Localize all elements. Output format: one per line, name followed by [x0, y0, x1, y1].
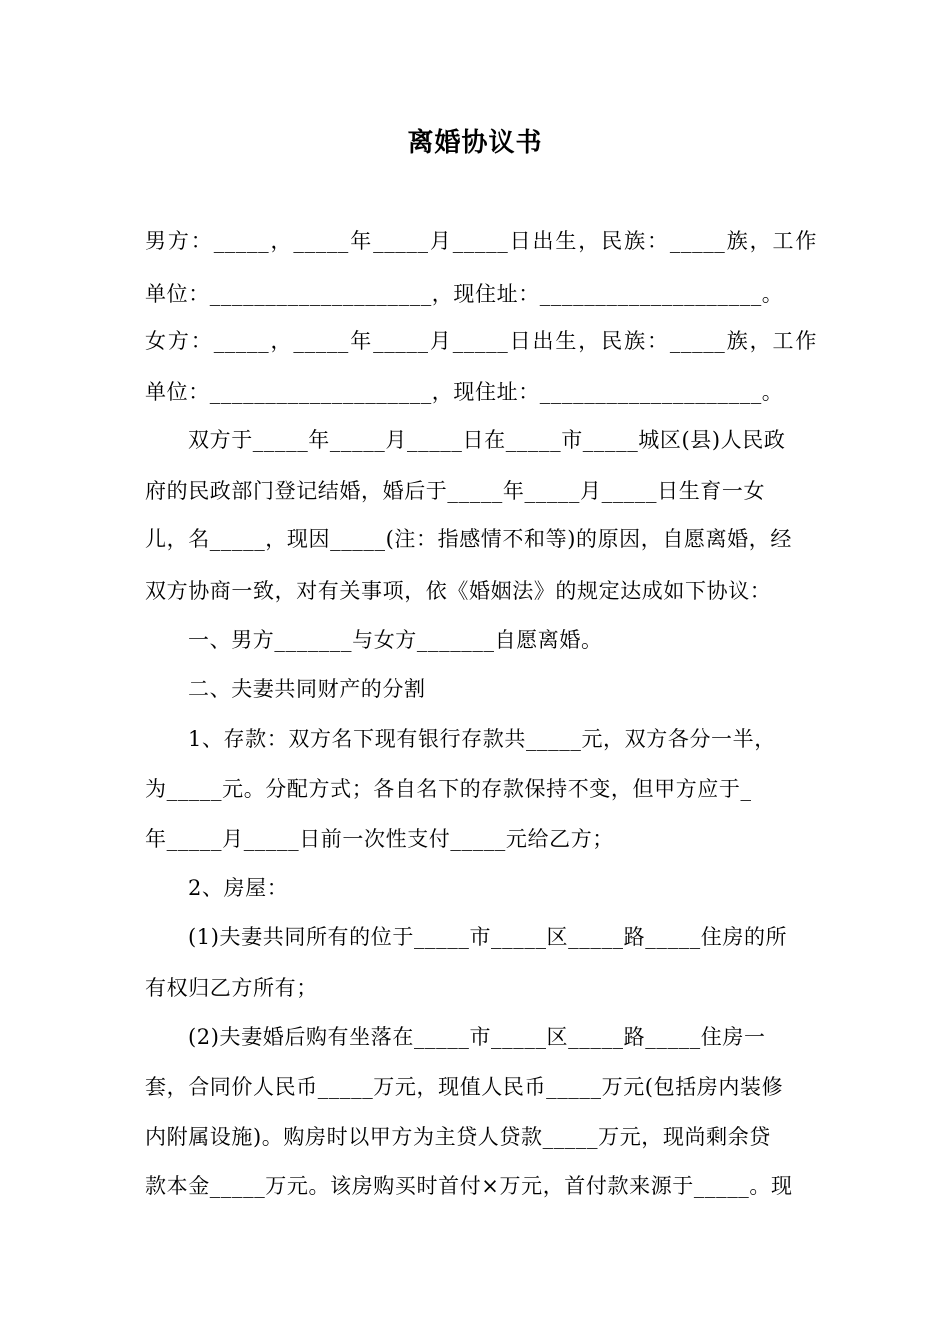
text-line: 1、存款：双方名下现有银行存款共_____元，双方各分一半， — [188, 727, 776, 751]
text-line: 儿，名_____，现因_____(注：指感情不和等)的原因，自愿离婚，经 — [145, 527, 792, 551]
document-title: 离婚协议书 — [407, 128, 543, 158]
text-line: 二、夫妻共同财产的分割 — [188, 677, 426, 701]
text-line: 女方：_____，_____年_____月_____日出生，民族：_____族，工作 — [145, 329, 817, 353]
text-line: 府的民政部门登记结婚，婚后于_____年_____月_____日生育一女 — [145, 479, 766, 503]
text-line: 款本金_____万元。该房购买时首付×万元，首付款来源于_____。现 — [145, 1174, 793, 1198]
text-line: 男方：_____，_____年_____月_____日出生，民族：_____族，工作 — [145, 229, 817, 253]
text-line: 年_____月_____日前一次性支付_____元给乙方； — [145, 827, 614, 851]
text-line: 单位：____________________，现住址：____________________。 — [145, 282, 784, 306]
text-line: 双方于_____年_____月_____日在_____市_____城区(县)人民政 — [188, 428, 786, 452]
text-line: 套，合同价人民币_____万元，现值人民币_____万元(包括房内装修 — [145, 1075, 784, 1099]
text-line: 单位：____________________，现住址：____________________。 — [145, 380, 784, 404]
text-line: (2)夫妻婚后购有坐落在_____市_____区_____路_____住房一 — [188, 1025, 766, 1049]
text-line: 2、房屋： — [188, 876, 289, 900]
text-line: 有权归乙方所有； — [145, 976, 318, 1000]
text-line: 一、男方_______与女方_______自愿离婚。 — [188, 628, 603, 652]
text-line: 为_____元。分配方式；各自名下的存款保持不变，但甲方应于_ — [145, 777, 752, 801]
text-line: (1)夫妻共同所有的位于_____市_____区_____路_____住房的所 — [188, 925, 788, 949]
text-line: 内附属设施)。购房时以甲方为主贷人贷款_____万元，现尚剩余贷 — [145, 1125, 771, 1149]
text-line: 双方协商一致，对有关事项，依《婚姻法》的规定达成如下协议： — [145, 579, 772, 603]
